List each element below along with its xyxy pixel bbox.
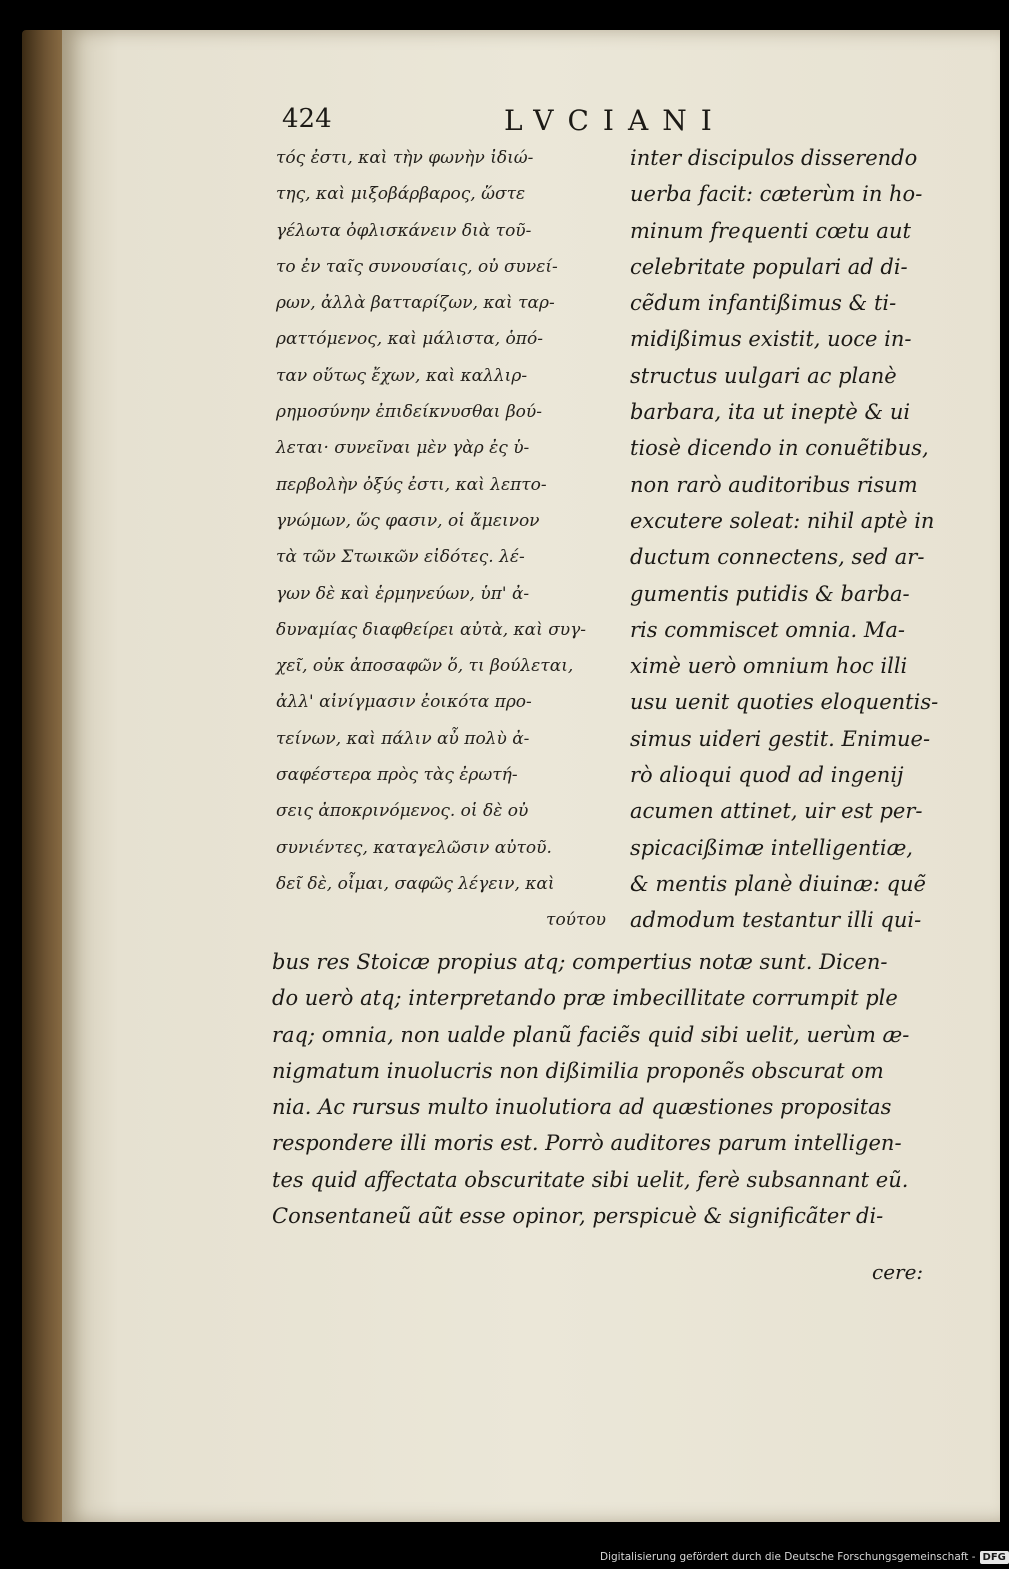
greek-text-line: ρων, ἀλλὰ βατταρίζων, καὶ ταρ- [276,293,555,314]
latin-text-line: inter discipulos disserendo [630,146,918,170]
greek-text-line: τούτου [546,910,606,931]
funding-notice: Digitalisierung gefördert durch die Deutsche Forschungsgemeinschaft - [600,1551,976,1563]
greek-text-line: γνώμων, ὥς φασιν, οἱ ἄμεινον [276,510,540,531]
latin-full-text-line: respondere illi moris est. Porrò auditores parum intelligen- [272,1131,902,1156]
latin-text-line: cẽdum infantißimus & ti- [630,291,897,316]
latin-full-text-line: do uerò atq; interpretando præ imbecillitate corrumpit ple [272,986,898,1011]
greek-text-line: γων δὲ καὶ ἑρμηνεύων, ὑπ' ἀ- [276,583,530,604]
greek-text-line: γέλωτα ὀφλισκάνειν διὰ τοῦ- [276,220,532,241]
greek-text-line: τός ἐστι, καὶ τὴν φωνὴν ἰδιώ- [276,148,534,168]
greek-text-line: ραττόμενος, καὶ μάλιστα, ὁπό- [276,329,543,350]
page-number: 424 [282,104,332,134]
latin-full-text-line: Consentaneũ aũt esse opinor, perspicuè & significãter di- [272,1204,884,1229]
latin-text-line: rò alioqui quod ad ingenij [630,763,904,788]
greek-text-line: ἀλλ' αἰνίγμασιν ἐοικότα προ- [276,692,532,713]
latin-text-line: & mentis planè diuinæ: quẽ [630,871,926,896]
greek-text-line: δεῖ δὲ, οἶμαι, σαφῶς λέγειν, καὶ [276,873,555,894]
greek-text-line: σαφέστερα πρὸς τὰς ἐρωτή- [276,765,518,786]
dfg-logo: DFG [980,1551,1009,1564]
latin-text-line: spicacißimæ intelligentiæ, [630,835,913,860]
latin-text-line: excutere soleat: nihil aptè in [630,508,935,533]
latin-full-text-line: bus res Stoicæ propius atq; compertius notæ sunt. Dicen- [272,950,888,974]
latin-full-text-line: nigmatum inuolucris non dißimilia proponẽs obscurat om [272,1058,884,1083]
latin-text-line: celebritate populari ad di- [630,254,908,279]
latin-text-line: non rarò auditoribus risum [630,472,918,497]
latin-full-text-line: raq; omnia, non ualde planũ faciẽs quid sibi uelit, uerùm æ- [272,1022,910,1047]
latin-text-line: ductum connectens, sed ar- [630,545,925,570]
greek-text-line: χεῖ, οὐκ ἀποσαφῶν ὅ, τι βούλεται, [276,656,574,677]
latin-text-line: gumentis putidis & barba- [630,581,910,606]
latin-text-line: structus uulgari ac planè [630,363,897,388]
greek-text-line: περβολὴν ὀξύς ἐστι, καὶ λεπτο- [276,474,547,495]
greek-text-line: ταν οὕτως ἔχων, καὶ καλλιρ- [276,365,528,386]
latin-full-text-line: nia. Ac rursus multo inuolutiora ad quæstiones propositas [272,1095,892,1120]
latin-text-line: simus uideri gestit. Enimue- [630,726,931,751]
latin-text-line: ris commiscet omnia. Ma- [630,617,906,642]
greek-text-line: της, καὶ μιξοβάρβαρος, ὥστε [276,184,526,205]
latin-text-line: midißimus existit, uoce in- [630,327,912,352]
page-header [282,104,982,144]
latin-text-line: minum frequenti cœtu aut [630,218,911,243]
latin-text-line: ximè uerò omnium hoc illi [630,654,908,679]
latin-text-column [630,140,960,939]
catchword: cere: [872,1260,924,1284]
running-head: LVCIANI [504,104,726,137]
greek-text-line: τὰ τῶν Στωικῶν εἰδότες. λέ- [276,547,525,568]
latin-full-width-text [272,944,944,1234]
greek-text-line: τείνων, καὶ πάλιν αὖ πολὺ ἀ- [276,728,530,749]
latin-text-line: uerba facit: cæterùm in ho- [630,182,923,207]
latin-text-line: tiosè dicendo in conuẽtibus, [630,436,929,461]
greek-text-line: το ἐν ταῖς συνουσίαις, οὐ συνεί- [276,256,558,277]
latin-text-line: usu uenit quoties eloquentis- [630,690,939,715]
greek-text-line: σεις ἀποκρινόμενος. οἱ δὲ οὐ [276,801,529,822]
greek-text-line: ρημοσύνην ἐπιδείκνυσθαι βού- [276,402,542,423]
latin-text-line: acumen attinet, uir est per- [630,799,923,824]
latin-text-line: barbara, ita ut ineptè & ui [630,400,911,425]
greek-text-line: δυναμίας διαφθείρει αὐτὰ, καὶ συγ- [276,619,587,640]
latin-full-text-line: tes quid affectata obscuritate sibi uelit, ferè subsannant eũ. [272,1167,909,1192]
greek-text-line: λεται· συνεῖναι μὲν γὰρ ἐς ὑ- [276,438,530,459]
greek-text-line: συνιέντες, καταγελῶσιν αὐτοῦ. [276,837,552,858]
digitization-footer [600,1547,1006,1567]
greek-text-column [276,140,606,939]
latin-text-line: admodum testantur illi qui- [630,908,922,933]
